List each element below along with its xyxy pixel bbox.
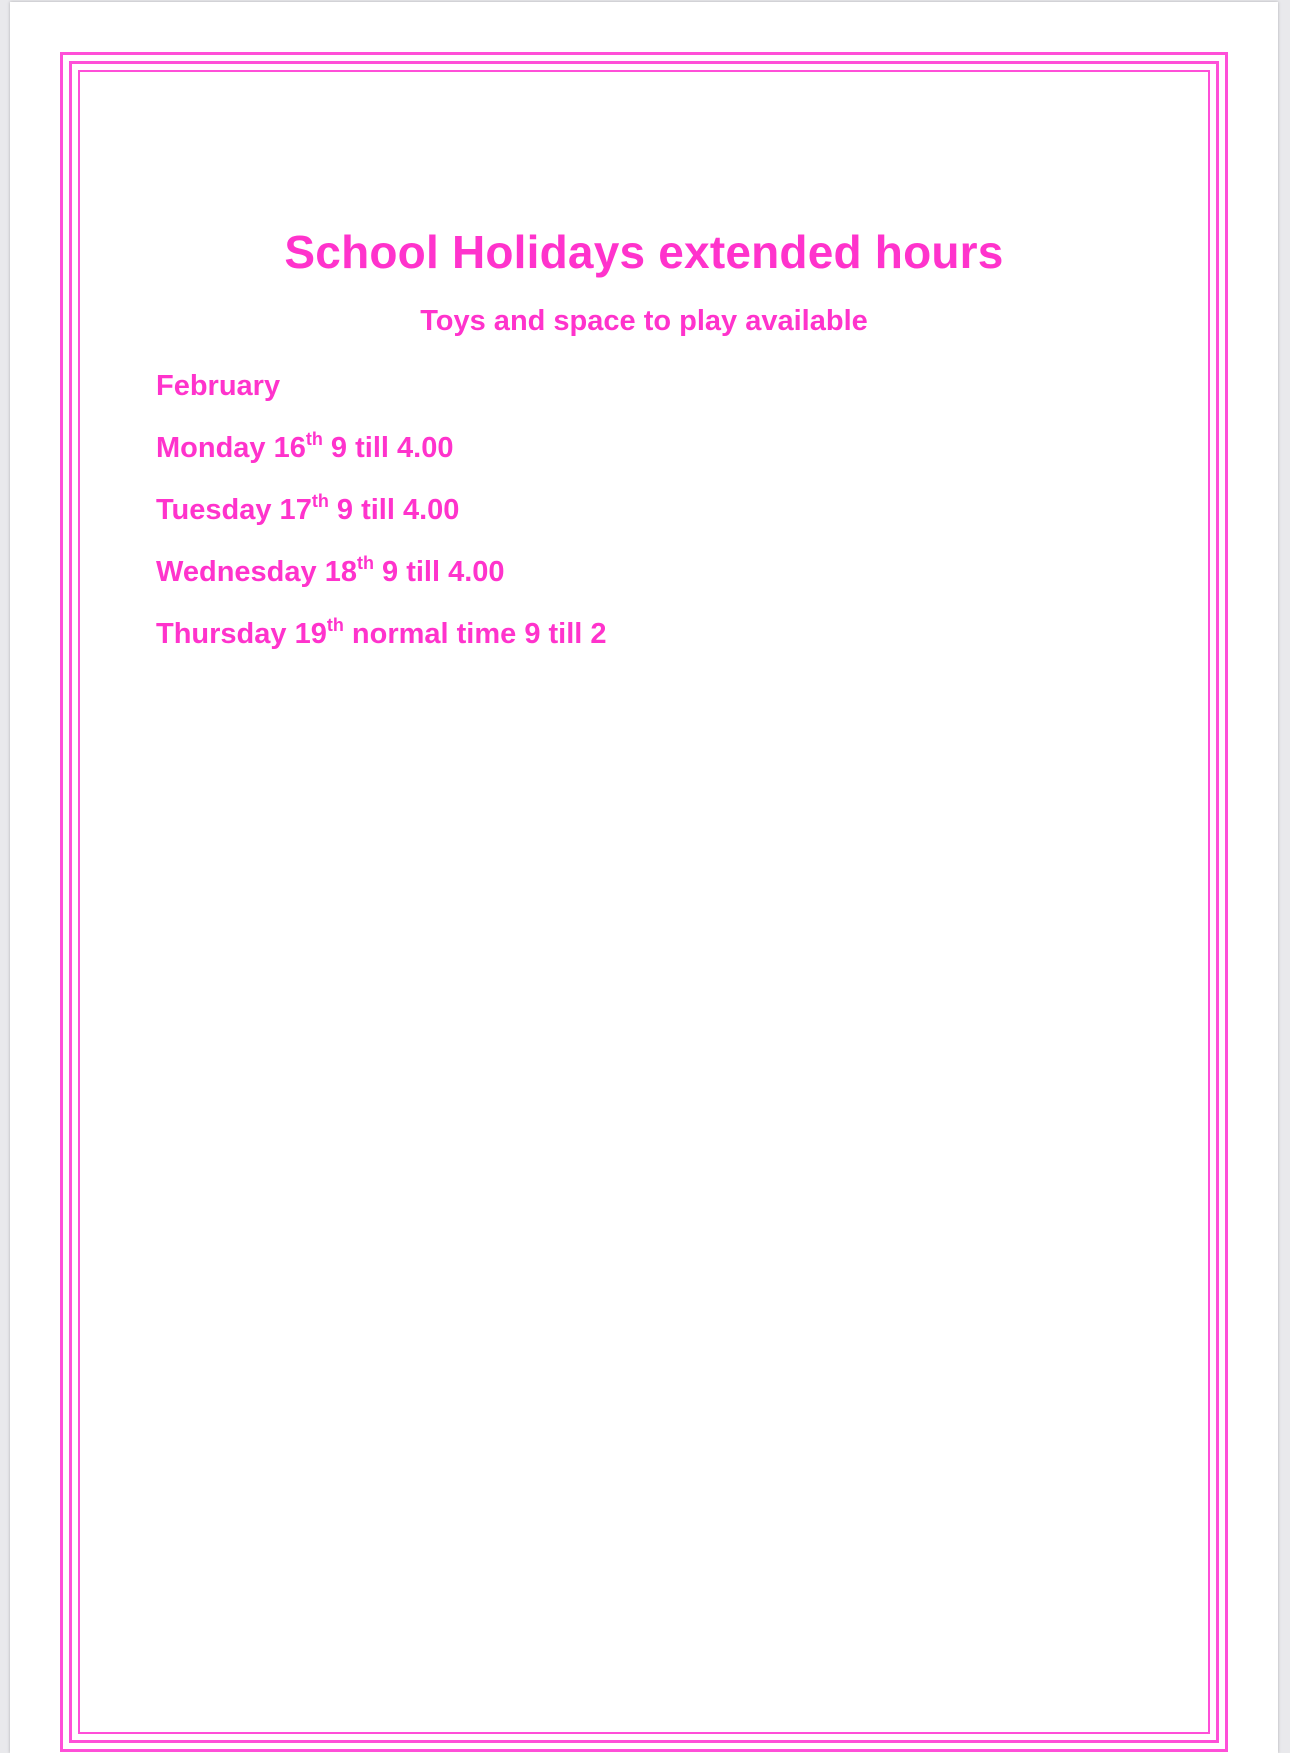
entry-ordinal-suffix: th	[311, 491, 329, 511]
schedule-entry-wednesday	[156, 553, 607, 615]
entry-ordinal-suffix: th	[326, 615, 344, 635]
entry-day: Tuesday 17	[156, 494, 312, 526]
schedule-list	[156, 367, 607, 677]
page-border-outer	[60, 52, 1228, 1752]
entry-hours: normal time 9 till 2	[343, 618, 607, 650]
entry-hours: 9 till 4.00	[328, 494, 460, 526]
document-page	[10, 2, 1278, 1753]
page-subtitle: Toys and space to play available	[420, 305, 868, 337]
schedule-entry-monday	[156, 429, 607, 491]
entry-day: Monday 16	[156, 432, 306, 464]
entry-ordinal-suffix: th	[305, 429, 323, 449]
entry-hours: 9 till 4.00	[322, 432, 454, 464]
entry-ordinal-suffix: th	[356, 553, 374, 573]
page-content	[63, 55, 1225, 1749]
schedule-entry-tuesday	[156, 491, 607, 553]
entry-hours: 9 till 4.00	[373, 556, 505, 588]
page-title: School Holidays extended hours	[284, 226, 1004, 278]
schedule-entry-thursday	[156, 615, 607, 677]
month-heading: February	[156, 370, 281, 402]
entry-day: Thursday 19	[156, 618, 327, 650]
entry-day: Wednesday 18	[156, 556, 357, 588]
